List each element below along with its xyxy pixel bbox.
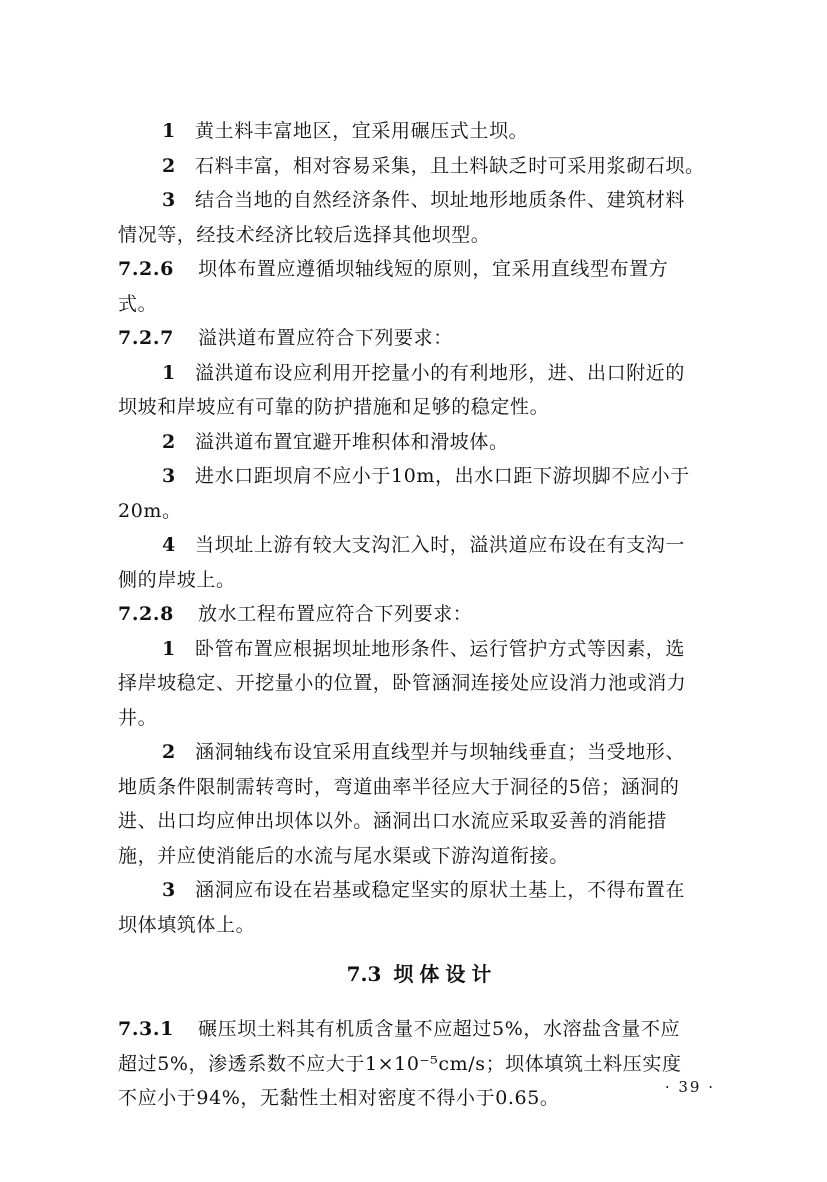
item-number: 1 [162,361,176,384]
list-item-line [118,149,726,184]
list-item-line [118,183,726,218]
line-text: 式。 [118,292,158,315]
list-item-line [118,873,726,908]
continuation-line [118,494,726,529]
line-text: 溢洪道布设应利用开挖量小的有利地形，进、出口附近的 [195,361,686,384]
line-text: 放水工程布置应符合下列要求： [198,603,473,625]
list-item-line [118,528,726,563]
continuation-line [118,770,726,805]
continuation-line [118,1047,726,1082]
item-number: 4 [162,534,176,556]
clause-number: 7.2.8 [118,603,174,625]
list-item-line [118,735,726,770]
clause-line [118,1012,726,1047]
continuation-line [118,1081,726,1116]
section-number: 7.3 [346,962,382,986]
line-text: 黄土料丰富地区，宜采用碾压式土坝。 [195,120,529,142]
clause-line [118,321,726,356]
line-text: 涵洞轴线布设宜采用直线型并与坝轴线垂直；当受地形、 [195,741,686,763]
line-text: 石料丰富，相对容易采集，且土料缺乏时可采用浆砌石坝。 [195,154,705,177]
section-7-3-body [118,1012,726,1116]
clause-line [118,597,726,632]
line-text: 坝体布置应遵循坝轴线短的原则，宜采用直线型布置方 [198,258,669,280]
section-heading [118,952,726,996]
continuation-line [118,666,726,701]
line-text: 施，并应使消能后的水流与尾水渠或下游沟道衔接。 [118,844,569,867]
line-text: 坝坡和岸坡应有可靠的防护措施和足够的稳定性。 [118,396,550,418]
item-number: 1 [162,120,176,142]
continuation-line [118,701,726,736]
line-text: 侧的岸坡上。 [118,568,236,591]
line-text: 卧管布置应根据坝址地形条件、运行管护方式等因素，选 [195,637,686,660]
document-body [118,114,726,1116]
continuation-line [118,287,726,322]
continuation-line [118,804,726,839]
item-number: 2 [162,741,176,763]
line-text: 碾压坝土料其有机质含量不应超过5%，水溶盐含量不应 [198,1018,681,1040]
continuation-line [118,839,726,874]
continuation-line [118,908,726,943]
item-number: 3 [162,879,176,901]
line-text: 不应小于94%，无黏性土相对密度不得小于0.65。 [118,1087,560,1109]
line-text: 涵洞应布设在岩基或稳定坚实的原状土基上，不得布置在 [195,879,686,901]
clause-number: 7.3.1 [118,1018,174,1040]
clause-line [118,252,726,287]
line-text: 20m。 [118,499,182,522]
line-text: 溢洪道布置宜避开堆积体和滑坡体。 [195,430,509,453]
section-title: 坝体设计 [393,962,498,986]
line-text: 溢洪道布置应符合下列要求： [198,327,453,349]
continuation-line [118,218,726,253]
line-text: 进、出口均应伸出坝体以外。涵洞出口水流应采取妥善的消能措 [118,810,667,832]
item-number: 2 [162,430,176,453]
section-7-2-body [118,114,726,942]
line-text: 地质条件限制需转弯时，弯道曲率半径应大于洞径的5倍；涵洞的 [118,775,680,798]
clause-number: 7.2.6 [118,258,174,280]
line-text: 井。 [118,706,158,729]
line-text: 当坝址上游有较大支沟汇入时，溢洪道应布设在有支沟一 [195,534,686,556]
continuation-line [118,563,726,598]
line-text: 进水口距坝肩不应小于10m，出水口距下游坝脚不应小于 [195,465,690,487]
item-number: 3 [162,189,176,211]
item-number: 2 [162,154,176,177]
line-text: 情况等，经技术经济比较后选择其他坝型。 [118,223,491,246]
clause-number: 7.2.7 [118,327,174,349]
line-text: 超过5%，渗透系数不应大于1×10⁻⁵cm/s；坝体填筑土料压实度 [118,1052,682,1075]
item-number: 3 [162,465,176,487]
list-item-line [118,114,726,149]
continuation-line [118,390,726,425]
list-item-line [118,356,726,391]
line-text: 结合当地的自然经济条件、坝址地形地质条件、建筑材料 [195,189,686,211]
list-item-line [118,632,726,667]
list-item-line [118,459,726,494]
list-item-line [118,425,726,460]
line-text: 坝体填筑体上。 [118,913,256,936]
line-text: 择岸坡稳定、开挖量小的位置，卧管涵洞连接处应设消力池或消力 [118,672,687,694]
page-number: · 39 · [664,1078,715,1096]
item-number: 1 [162,637,176,660]
